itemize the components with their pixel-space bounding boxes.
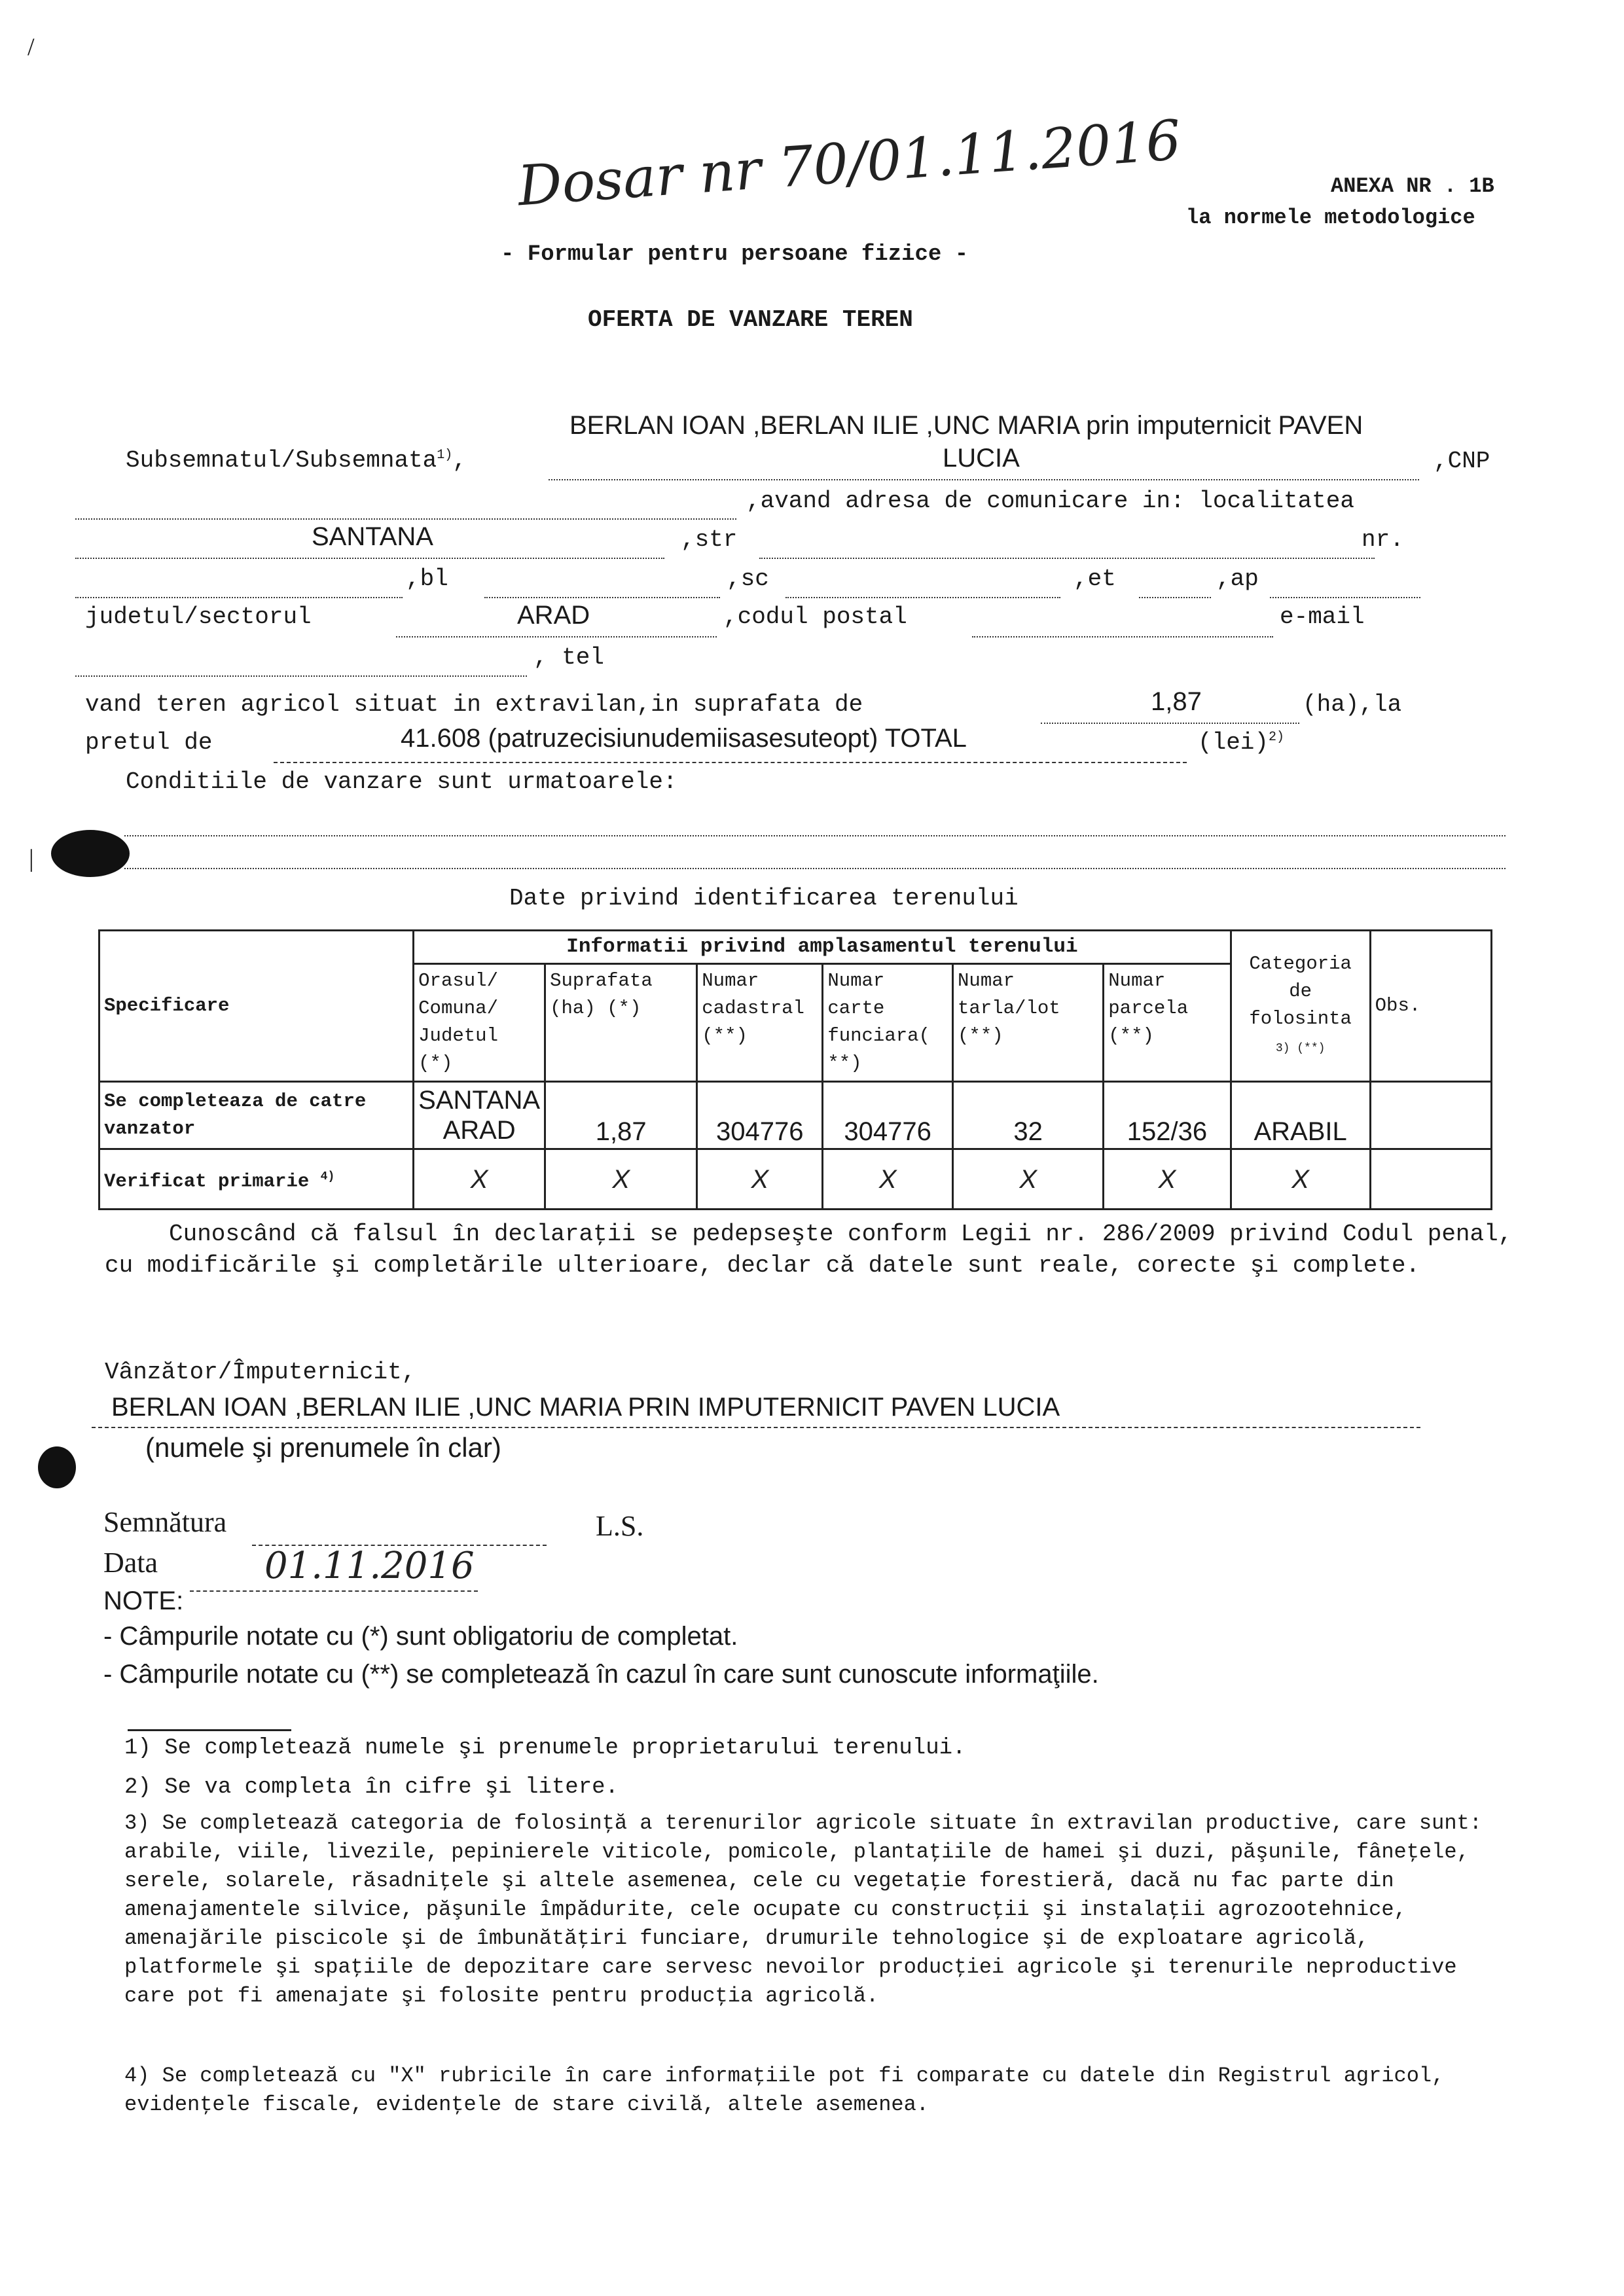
et-line <box>1139 597 1211 598</box>
footnote-1: 1) Se completează numele şi prenumele proprietarului terenului. <box>124 1736 966 1761</box>
handwritten-registration: Dosar nr 70/01.11.2016 <box>515 107 1183 219</box>
address-label: ,avand adresa de comunicare in: localitatea <box>746 488 1354 514</box>
conditii-label: Conditiile de vanzare sunt urmatoarele: <box>126 768 677 795</box>
data-value: 01.11.2016 <box>264 1545 475 1587</box>
cell-localitate: SANTANA ARAD <box>414 1082 545 1149</box>
pret-line <box>274 762 1187 763</box>
check-mark-2: X <box>545 1149 697 1210</box>
bl-label: ,bl <box>406 565 448 592</box>
email-value-line <box>75 675 527 677</box>
col-suprafata: Suprafata (ha) (*) <box>545 964 697 1082</box>
obs-header: Obs. <box>1370 931 1491 1082</box>
et-label: ,et <box>1074 565 1116 592</box>
semnatura-label: Semnătura <box>103 1506 227 1538</box>
str-label: ,str <box>681 526 738 553</box>
check-mark-1: X <box>414 1149 545 1210</box>
annex-number: ANEXA NR . 1B <box>1331 174 1494 198</box>
declaration-text: Cunoscând că falsul în declaraţii se pedepseşte conform Legii nr. 286/2009 privind Codul penal, cu modificările şi completările ulterioare, declar că datele sunt reale, corecte şi complete. <box>105 1221 1513 1279</box>
cnp-label: ,CNP <box>1434 448 1490 475</box>
suprafata-value: 1,87 <box>1151 687 1202 716</box>
check-mark-3: X <box>697 1149 823 1210</box>
vanzator-hint: (numele şi prenumele în clar) <box>145 1432 501 1463</box>
form-subtitle: - Formular pentru persoane fizice - <box>501 242 969 267</box>
note-2: - Câmpurile notate cu (**) se completează în cazul în care sunt cunoscute informaţiile. <box>103 1660 1099 1689</box>
cell-categoria: ARABIL <box>1231 1082 1370 1149</box>
bl-line <box>484 597 720 598</box>
punch-hole-mark-2 <box>38 1446 76 1488</box>
nr-value-line <box>75 597 403 598</box>
conditii-line-1 <box>124 835 1506 836</box>
specificare-header: Specificare <box>99 931 414 1082</box>
footnote-3: 3) Se completează categoria de folosinţă a terenurilor agricole situate în extravilan productive, care sunt: arabile, viile, livezile, pepinierele viticole, pomicole, plantaţiile de hamei şi duzi, păşunile, fâneţele, serele, solarele, răsadniţele şi altele asemenea, cele cu vegetaţie forestieră, dacă nu fac parte din amenajamentele silvice, păşunile împădurite, cele ocupate cu construcţii şi instalaţii agrozootehnice, amenajările piscicole şi de îmbunătăţiri funciare, drumurile tehnologice şi de exploatare agricolă, platformele şi spaţiile de depozitare care servesc nevoilor producţiei agricole şi terenurile neproductive care pot fi amenajate şi folosite pentru producţia agricolă. <box>124 1811 1482 2008</box>
vanzator-value: BERLAN IOAN ,BERLAN ILIE ,UNC MARIA PRIN IMPUTERNICIT PAVEN LUCIA <box>111 1393 1060 1422</box>
seller-name-line <box>549 479 1419 480</box>
note-1: - Câmpurile notate cu (*) sunt obligatoriu de completat. <box>103 1622 738 1651</box>
check-mark-7: X <box>1231 1149 1370 1210</box>
judet-value: ARAD <box>517 601 590 630</box>
ap-label: ,ap <box>1216 565 1259 592</box>
form-title: OFERTA DE VANZARE TEREN <box>588 306 913 333</box>
subsemnatul-label: Subsemnatul/Subsemnata$^{1)}$, <box>126 447 467 474</box>
localitate-value: SANTANA <box>312 522 433 551</box>
cell-suprafata: 1,87 <box>545 1082 697 1149</box>
lei-label: (lei)$^{2)}$ <box>1198 729 1285 756</box>
cod-postal-label: ,codul postal <box>723 603 907 630</box>
ls-label: L.S. <box>596 1510 644 1542</box>
note-label: NOTE: <box>103 1587 184 1615</box>
col-parcela: Numar parcela (**) <box>1104 964 1231 1082</box>
cell-obs <box>1370 1082 1491 1149</box>
str-line <box>759 558 1375 559</box>
vanzator-line <box>92 1427 1420 1428</box>
footnote-divider <box>128 1729 291 1731</box>
ha-label: (ha),la <box>1303 691 1402 718</box>
margin-mark: | <box>29 845 34 872</box>
amplasament-header: Informatii privind amplasamentul terenului <box>414 931 1231 964</box>
col-orasul: Orasul/ Comuna/ Judetul (*) <box>414 964 545 1082</box>
suprafata-line <box>1041 723 1299 724</box>
vanzator-label: Vânzător/Împuternicit, <box>105 1359 416 1386</box>
cell-carte-funciara: 304776 <box>823 1082 953 1149</box>
check-mark-5: X <box>953 1149 1104 1210</box>
localitate-line <box>75 558 664 559</box>
footnote-4: 4) Se completează cu "X" rubricile în care informaţiile pot fi comparate cu datele din Registrul agricol, evidenţele fiscale, evidenţele de stare civilă, altele asemenea. <box>124 2064 1445 2117</box>
section-title: Date privind identificarea terenului <box>509 885 1019 912</box>
cnp-value-line <box>75 518 736 520</box>
pret-label: pretul de <box>85 729 213 756</box>
cell-parcela: 152/36 <box>1104 1082 1231 1149</box>
row-vanzator-label: Se completeaza de catre vanzator <box>99 1082 414 1149</box>
col-carte-funciara: Numar carte funciara( **) <box>823 964 953 1082</box>
judet-label: judetul/sectorul <box>85 603 312 630</box>
cod-postal-line <box>972 636 1273 637</box>
ap-line <box>1270 597 1420 598</box>
corner-mark: / <box>27 33 35 61</box>
conditii-line-2 <box>124 868 1506 869</box>
land-table <box>98 929 1492 1210</box>
email-label: e-mail <box>1280 603 1365 630</box>
annex-subtitle: la normele metodologice <box>1186 206 1475 230</box>
nr-label: nr. <box>1362 526 1404 553</box>
check-mark-4: X <box>823 1149 953 1210</box>
check-obs <box>1370 1149 1491 1210</box>
footnote-2: 2) Se va completa în cifre şi litere. <box>124 1775 619 1800</box>
data-label: Data <box>103 1547 158 1579</box>
punch-hole-mark <box>51 830 130 877</box>
seller-name-line2: LUCIA <box>943 444 1020 473</box>
sc-label: ,sc <box>727 565 769 592</box>
categoria-header: Categoria de folosinta 3) (**) <box>1231 931 1370 1082</box>
col-cadastral: Numar cadastral (**) <box>697 964 823 1082</box>
data-line <box>190 1590 478 1592</box>
sc-line <box>785 597 1060 598</box>
check-mark-6: X <box>1104 1149 1231 1210</box>
row-primarie-label: Verificat primarie $^{4)}$ <box>99 1149 414 1210</box>
cell-tarla: 32 <box>953 1082 1104 1149</box>
tel-label: , tel <box>533 644 605 671</box>
judet-line <box>396 636 717 637</box>
col-tarla: Numar tarla/lot (**) <box>953 964 1104 1082</box>
seller-name-line1: BERLAN IOAN ,BERLAN ILIE ,UNC MARIA prin imputernicit PAVEN <box>569 411 1363 440</box>
cell-cadastral: 304776 <box>697 1082 823 1149</box>
teren-label: vand teren agricol situat in extravilan,in suprafata de <box>85 691 863 718</box>
pret-value: 41.608 (patruzecisiunudemiisasesuteopt) TOTAL <box>401 724 967 753</box>
